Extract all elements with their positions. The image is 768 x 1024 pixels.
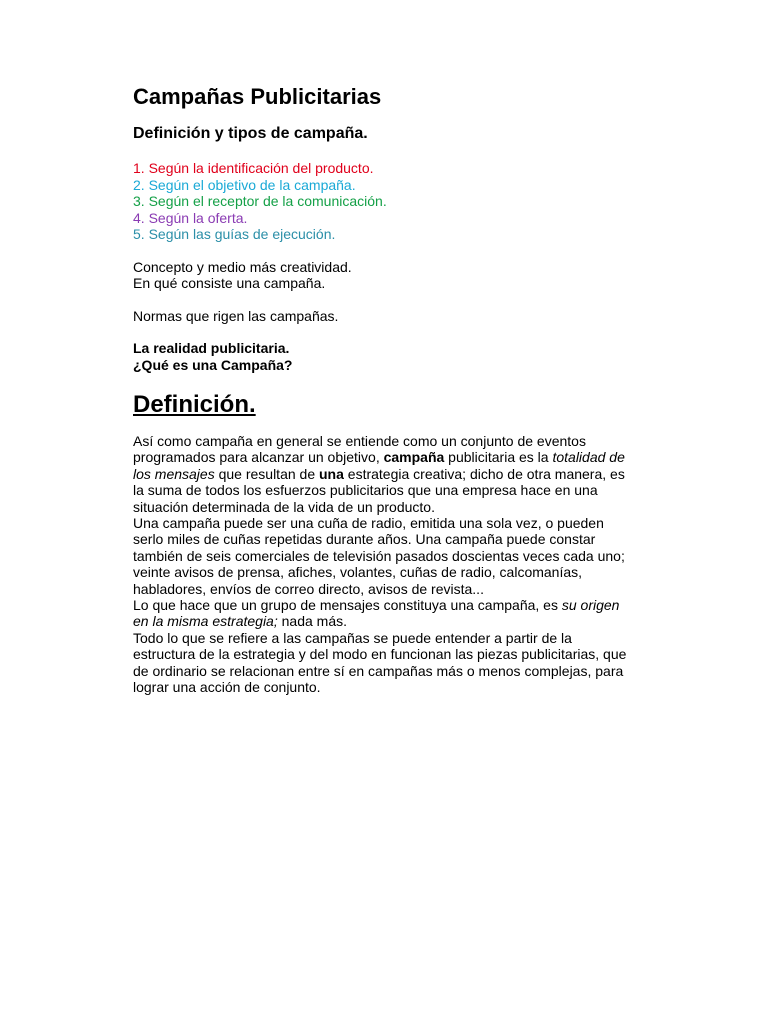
reality-block (133, 340, 638, 373)
definition-text-run: estrategia creativa; dicho de otra manera, es la suma de todos los esfuerzos publicitarios que una empresa hace en una situación determinada de la vida de un producto. (133, 465, 625, 515)
definition-text-run: nada más. (277, 613, 347, 630)
campaign-type-item: 1. Según la identificación del producto. (133, 160, 374, 176)
definition-italic-run: su origen en la misma estrategia; (133, 597, 620, 630)
definition-text (133, 433, 638, 696)
definition-text-run: publicitaria es la (444, 449, 553, 466)
document-page (133, 84, 638, 696)
reality-line: La realidad publicitaria. (133, 340, 290, 356)
definition-paragraph-4: Todo lo que se refiere a las campañas se puede entender a partir de la estructura de la estrategia y del modo en funcionan las piezas publicitarias, que de ordinario se relacionan entre sí en campañas más o menos complejas, para lograr una acción de conjunto. (133, 629, 627, 696)
campaign-type-item: 3. Según el receptor de la comunicación. (133, 193, 387, 209)
campaign-type-item: 2. Según el objetivo de la campaña. (133, 176, 356, 193)
concept-line: Concepto y medio más creatividad. (133, 258, 352, 275)
definition-bold-run: una (319, 465, 344, 482)
document-title: Campañas Publicitarias (133, 84, 382, 109)
definition-bold-run: campaña (383, 449, 445, 466)
question-line: ¿Qué es una Campaña? (133, 356, 293, 373)
campaign-type-item: 4. Según la oferta. (133, 209, 248, 226)
definition-heading: Definición. (133, 391, 256, 418)
definition-text-run: que resultan de (214, 465, 319, 482)
definition-paragraph-2: Una campaña puede ser una cuña de radio, emitida una sola vez, o pueden serlo miles de cuñas repetidas durante años. Una campaña puede constar también de seis comerciales de televisión pasados doscientas veces cada uno; veinte avisos de prensa, afiches, volantes, cuñas de radio, calcomanías, habladores, envíos de correo directo, avisos de revista... (133, 515, 625, 597)
definition-italic-run: totalidad de los mensajes (133, 449, 625, 482)
definition-text-run: Así como campaña en general se entiende como un conjunto de eventos programados para alcanzar un objetivo, (133, 433, 586, 466)
concept-block (133, 259, 638, 292)
campaign-type-item: 5. Según las guías de ejecución. (133, 226, 336, 242)
document-subtitle: Definición y tipos de campaña. (133, 125, 368, 142)
definition-text-run: Lo que hace que un grupo de mensajes constituya una campaña, es (133, 597, 562, 614)
concept-line: En qué consiste una campaña. (133, 275, 326, 291)
campaign-types-list (133, 160, 638, 243)
norms-line: Normas que rigen las campañas. (133, 307, 339, 324)
